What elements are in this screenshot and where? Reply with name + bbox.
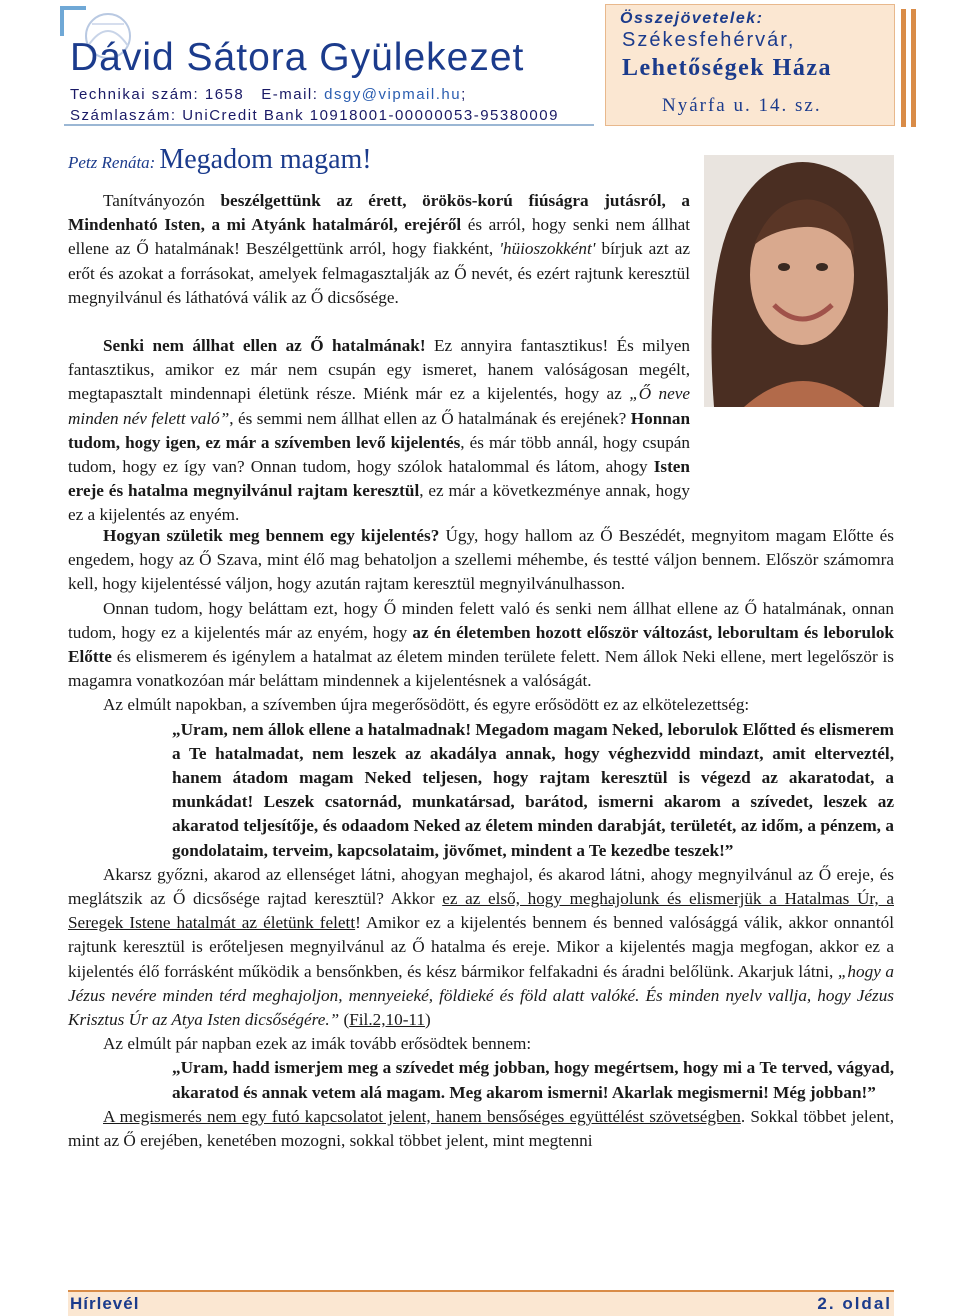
scripture-reference: Fil.2,10-11 xyxy=(349,1010,425,1030)
tech-number: Technikai szám: 1658 xyxy=(70,86,245,103)
masthead xyxy=(60,6,600,126)
text-run: Tanítványozón xyxy=(103,191,221,210)
text-run: Úgy, hogy hallom az Ő Beszédét, megnyitom magam Előtte és engedem, hogy az Ő Szava, mint élő mag behatoljon a szellemi méhembe, és testté váljon bennem. Először számomra kell, hogy kijelentéssé váljon, hogy azután rajtam keresztül megnyilvánulhasson. xyxy=(68,526,894,594)
text-run: Onnan tudom, hogy beláttam ezt, hogy Ő minden felett való és senki nem állhat ellene az Ő hatalmának, onnan tudom, hogy ez a kijelentés már az enyém, hogy xyxy=(68,598,894,642)
paragraph xyxy=(68,597,894,694)
bank-account: Számlaszám: UniCredit Bank 10918001-00000053-95380009 xyxy=(70,107,559,124)
paragraph xyxy=(68,1105,894,1153)
contact-line-1 xyxy=(70,84,559,105)
article-title: Megadom magam! xyxy=(159,144,372,175)
page-number: 2. oldal xyxy=(817,1294,892,1313)
email-label: E-mail: xyxy=(261,86,319,103)
meetings-venue: Lehetőségek Háza xyxy=(622,55,832,81)
text-run: ) xyxy=(424,1010,431,1030)
newsletter-label: Hírlevél xyxy=(70,1294,140,1313)
text-run: Ez annyira fantasztikus! És milyen fantasztikus, amikor ez már nem csupán egy ismeret, hanem valóságosan megélt, megtapasztalt mindennapi életünk része. Miénk már ez a kijelentés, hogy az xyxy=(68,336,691,404)
text-run: és arról, hogy senki nem állhat ellene az Ő hatalmának! Beszélgettünk arról, hogy fiakként, xyxy=(68,215,690,259)
article-body-continued xyxy=(68,524,894,1153)
email-link[interactable]: dsgy@vipmail.hu xyxy=(324,86,462,103)
text-run-underlined: A megismerés nem egy futó kapcsolatot jelent, hanem bensőséges együttélést szövetségben xyxy=(103,1106,741,1126)
paragraph xyxy=(68,189,690,310)
article-intro xyxy=(68,189,690,310)
panel-accent-bar xyxy=(911,9,916,127)
paragraph xyxy=(68,524,894,597)
text-run-bold: Hogyan születik meg bennem egy kijelentés? xyxy=(103,526,440,545)
article-body xyxy=(68,334,894,528)
text-run-bold: az én életemben hozott először változást, leborultam és leborulok Előtte xyxy=(68,622,894,667)
prayer-quote: „Uram, nem állok ellene a hatalmadnak! Megadom magam Neked, leborulok Előtted és elismerem a Te hatalmadat, nem leszek az akadálya annak, hogy véghezvidd mindazt, amit elterveztél, hanem átadom magam Neked teljesen, hogy rajtam keresztül is végezd az akaratodat, a munkádat! Leszek csatornád, munkatársad, barátod, ismerni akarom a szívedet, leszek az akaratod teljesítője, és odaadom Neked az életem minden darabját, területét, az időm, a pénzem, a gondolataim, terveim, kapcsolataim, jövőmet, mindent a Te kezedbe teszek!” xyxy=(172,719,894,860)
text-run: , és már több annál, hogy csupán tudom, hogy ez így van? Onnan tudom, hogy szólok hatalommal és látom, ahogy xyxy=(68,432,691,477)
text-run: , és semmi nem állhat ellen az Ő hatalmának és erejének? xyxy=(229,408,631,428)
paragraph: Az elmúlt napokban, a szívemben újra megerősödött, és egyre erősödött ez az elkötelezettség: xyxy=(103,695,750,715)
prayer-quote: „Uram, hadd ismerjem meg a szívedet még jobban, hogy megértsem, hogy mi a Te terved, vágyad, akaratod és annak vetem alá magam. Meg akarom ismerni! Akarlak megismerni! Még jobban!” xyxy=(172,1058,894,1102)
article-author: Petz Renáta: xyxy=(68,153,156,172)
text-run: Akarsz győzni, akarod az ellenséget látni, ahogyan meghajol, és akarod látni, ahogy megnyilvánul az Ő ereje, és meglátszik az Ő dicsősége rajtad keresztül? Akkor xyxy=(68,864,894,909)
text-run: és elismerem és igénylem a hatalmat az életem minden területe felett. Nem állok Neki ellene, mert legelőször is magamra vonatkozóan már beláttam mindennek a kijelentésnek a valóságát. xyxy=(68,647,894,691)
text-run-italic: „hogy a Jézus nevére minden térd meghajoljon, mennyeieké, földieké és föld alatt valóké. És minden nyelv vallja, hogy Jézus Krisztus Úr az Atya Isten dicsőségére.” xyxy=(68,961,895,1030)
text-run: ( xyxy=(339,1010,350,1030)
page-footer xyxy=(68,1290,894,1316)
text-run-italic: „Ő neve minden név felett való” xyxy=(68,384,691,428)
paragraph xyxy=(68,863,894,1032)
text-run-bold: Honnan tudom, hogy igen, ez már a szívemben levő kijelentés xyxy=(68,408,690,452)
text-run-bold: Isten ereje és hatalma megnyilvánul rajtam keresztül xyxy=(68,457,690,501)
panel-accent-bar-2 xyxy=(901,9,906,127)
text-run-bold: Senki nem állhat ellen az Ő hatalmának! xyxy=(103,336,426,355)
text-run-italic: 'hüioszokként' xyxy=(499,239,596,259)
meetings-city: Székesfehérvár, xyxy=(622,29,796,51)
text-run: bírjuk azt az erőt és azokat a forrásokat, amelyek felmagasztalják az Ő nevét, és ezért rajtunk keresztül megnyilvánul és láthatóvá válik az Ő dicsősége. xyxy=(68,239,690,307)
meetings-address: Nyárfa u. 14. sz. xyxy=(662,95,822,116)
masthead-divider xyxy=(64,124,594,126)
meetings-panel xyxy=(605,4,895,126)
contact-info xyxy=(70,84,559,126)
text-run: . Sokkal többet jelent, mint az Ő erejében, kenetében mozogni, sokkal többet jelent, mint megtenni xyxy=(68,1106,894,1151)
text-run: ! Amikor ez a kijelentés bennem és benned valósággá válik, akkor onnantól rajtunk keresztül is erőteljesen megnyilvánul az Ő hatalma és ereje. Mikor a kijelentés magja megfogan, akkor ez a kijelentés élő forrásként működik a bensőnkben, és kész bármikor felfakadni és áradni belőlünk. Akarjuk látni, xyxy=(68,913,894,981)
article-heading xyxy=(68,144,372,176)
text-run-underlined: ez az első, hogy meghajolunk és elismerjük a Hatalmas Úr, a Seregek Istene hatalmát az életünk felett xyxy=(68,889,894,933)
paragraph xyxy=(68,334,894,528)
meetings-label: Összejövetelek: xyxy=(620,10,764,27)
text-run: , ez már a következménye annak, hogy ez a kijelentés az enyém. xyxy=(68,481,690,525)
paragraph: Az elmúlt pár napban ezek az imák tovább erősödtek bennem: xyxy=(103,1034,532,1054)
site-title: Dávid Sátora Gyülekezet xyxy=(70,36,525,79)
text-run-bold: beszélgettünk az érett, örökös-korú fiúságra jutásról, a Mindenható Isten, a mi Atyánk hatalmáról, erejéről xyxy=(68,191,690,235)
email-separator: ; xyxy=(461,86,467,103)
